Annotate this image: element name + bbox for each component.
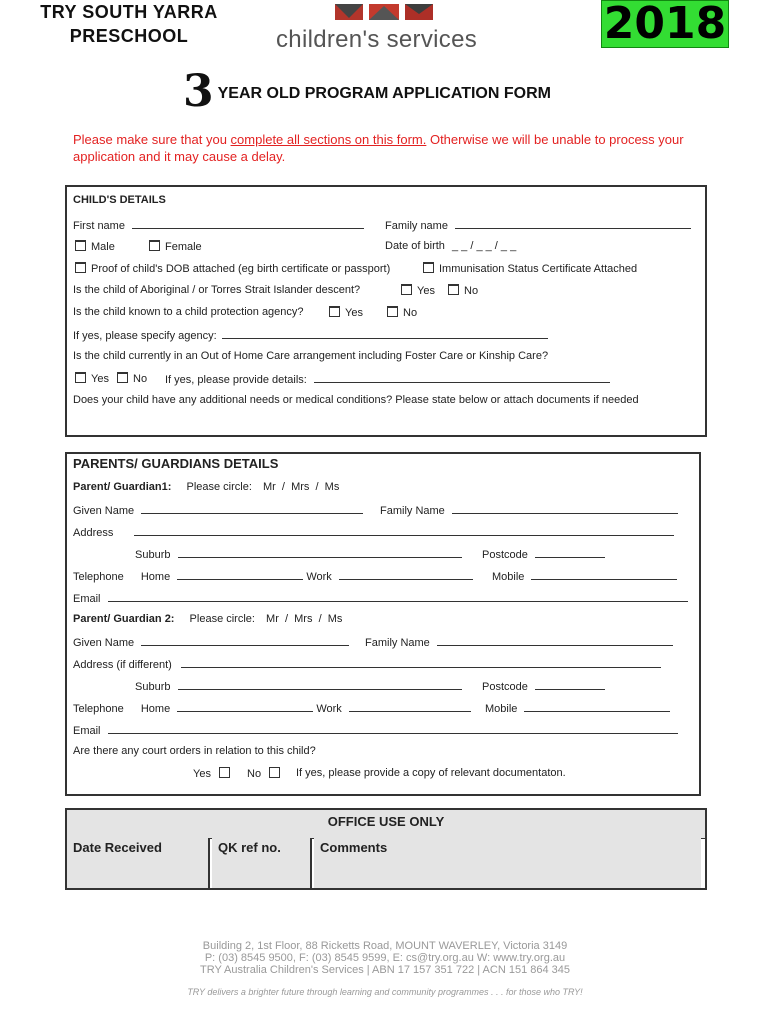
g2-work-phone-field[interactable]: [349, 701, 471, 712]
g2-telephone-row: Telephone Home Work: [73, 701, 471, 715]
g2-family-name-field[interactable]: [437, 635, 673, 646]
court-yes-checkbox[interactable]: [219, 767, 230, 778]
needs-question: Does your child have any additional needs or medical conditions? Please state below or attach documents if needed: [73, 394, 639, 406]
g1-family-name-row: Family Name: [380, 503, 678, 517]
ooh-details-field[interactable]: [314, 372, 610, 383]
ooh-yes-option[interactable]: Yes: [75, 372, 109, 385]
family-name-field[interactable]: [455, 218, 691, 229]
office-use-title: OFFICE USE ONLY: [67, 810, 705, 839]
g1-address-field[interactable]: [134, 525, 674, 536]
female-checkbox[interactable]: [149, 240, 160, 251]
court-question: Are there any court orders in relation to this child?: [73, 745, 316, 757]
agency-row: If yes, please specify agency:: [73, 328, 548, 342]
court-no-option[interactable]: No: [247, 767, 280, 780]
male-option[interactable]: Male: [75, 240, 115, 253]
g1-postcode-row: Postcode: [482, 547, 605, 561]
comments-cell[interactable]: Comments: [314, 838, 701, 888]
g1-work-phone-field[interactable]: [339, 569, 473, 580]
proof-dob-checkbox[interactable]: [75, 262, 86, 273]
male-checkbox[interactable]: [75, 240, 86, 251]
form-title: 3 YEAR OLD PROGRAM APPLICATION FORM: [183, 66, 551, 117]
g2-address-row: Address (if different): [73, 657, 661, 671]
female-option[interactable]: Female: [149, 240, 202, 253]
first-name-field[interactable]: [132, 218, 364, 229]
immunisation-checkbox[interactable]: [423, 262, 434, 273]
aboriginal-question: Is the child of Aboriginal / or Torres Strait Islander descent?: [73, 284, 361, 296]
g1-given-name-row: Given Name: [73, 503, 363, 517]
section-title: PARENTS/ GUARDIANS DETAILS: [73, 456, 279, 471]
guardian2-title-options[interactable]: Mr / Mrs / Ms: [266, 613, 343, 625]
footer-abn: TRY Australia Children's Services | ABN 17 157 351 722 | ACN 151 864 345: [199, 964, 571, 976]
g2-email-field[interactable]: [108, 723, 678, 734]
g2-family-name-row: Family Name: [365, 635, 673, 649]
logo-mark-icon: [335, 0, 435, 22]
g1-email-field[interactable]: [108, 591, 688, 602]
protection-yes-option[interactable]: Yes: [329, 306, 363, 319]
g2-given-name-row: Given Name: [73, 635, 349, 649]
ooh-question: Is the child currently in an Out of Home Care arrangement including Foster Care or Kinship Care?: [73, 350, 549, 362]
g1-address-row: Address: [73, 525, 674, 539]
proof-dob-option[interactable]: Proof of child's DOB attached (eg birth certificate or passport): [75, 262, 390, 275]
court-no-checkbox[interactable]: [269, 767, 280, 778]
g2-suburb-field[interactable]: [178, 679, 462, 690]
immunisation-option[interactable]: Immunisation Status Certificate Attached: [423, 262, 637, 275]
g1-telephone-row: Telephone Home Work: [73, 569, 473, 583]
g1-mobile-field[interactable]: [531, 569, 677, 580]
g2-given-name-field[interactable]: [141, 635, 349, 646]
footer-contact: P: (03) 8545 9500, F: (03) 8545 9599, E: cs@try.org.au W: www.try.org.au: [204, 952, 566, 964]
protection-no-option[interactable]: No: [387, 306, 417, 319]
aboriginal-no-checkbox[interactable]: [448, 284, 459, 295]
date-received-cell[interactable]: Date Received: [67, 838, 210, 888]
ooh-details-row: If yes, please provide details:: [165, 372, 610, 386]
guardian2-row: Parent/ Guardian 2: Please circle: Mr / Mrs / Ms: [73, 613, 343, 625]
protection-question: Is the child known to a child protection agency?: [73, 306, 304, 318]
footer-address: Building 2, 1st Floor, 88 Ricketts Road, MOUNT WAVERLEY, Victoria 3149: [202, 940, 568, 952]
g2-suburb-row: Suburb: [135, 679, 462, 693]
g1-family-name-field[interactable]: [452, 503, 678, 514]
section-title: CHILD'S DETAILS: [73, 194, 166, 206]
g2-postcode-field[interactable]: [535, 679, 605, 690]
parents-details-section: [65, 452, 701, 796]
guardian1-row: Parent/ Guardian1: Please circle: Mr / Mrs / Ms: [73, 481, 340, 493]
footer-tagline: TRY delivers a brighter future through learning and community programmes . . . for those who TRY!: [187, 987, 583, 997]
g1-home-phone-field[interactable]: [177, 569, 303, 580]
childs-details-section: [65, 185, 707, 437]
ooh-no-checkbox[interactable]: [117, 372, 128, 383]
g2-home-phone-field[interactable]: [177, 701, 313, 712]
g1-suburb-row: Suburb: [135, 547, 462, 561]
dob-field[interactable]: _ _ / _ _ / _ _: [451, 240, 517, 252]
ooh-no-option[interactable]: No: [117, 372, 147, 385]
g2-mobile-field[interactable]: [524, 701, 670, 712]
court-copy-note: If yes, please provide a copy of relevant documentaton.: [296, 767, 566, 779]
court-yes-option[interactable]: Yes: [193, 767, 230, 780]
aboriginal-yes-option[interactable]: Yes: [401, 284, 435, 297]
g2-address-field[interactable]: [181, 657, 661, 668]
qk-ref-cell[interactable]: QK ref no.: [212, 838, 312, 888]
g2-mobile-row: Mobile: [485, 701, 670, 715]
school-name: TRY SOUTH YARRA PRESCHOOL: [40, 2, 218, 46]
first-name-row: First name: [73, 218, 364, 232]
g1-mobile-row: Mobile: [492, 569, 677, 583]
protection-yes-checkbox[interactable]: [329, 306, 340, 317]
year-badge: 2018: [601, 0, 729, 48]
aboriginal-no-option[interactable]: No: [448, 284, 478, 297]
g2-email-row: Email: [73, 723, 678, 737]
agency-field[interactable]: [222, 328, 548, 339]
aboriginal-yes-checkbox[interactable]: [401, 284, 412, 295]
g1-suburb-field[interactable]: [178, 547, 462, 558]
dob-row[interactable]: Date of birth _ _ / _ _ / _ _: [385, 240, 517, 252]
g1-postcode-field[interactable]: [535, 547, 605, 558]
protection-no-checkbox[interactable]: [387, 306, 398, 317]
g2-postcode-row: Postcode: [482, 679, 605, 693]
logo-text: children's services: [276, 26, 478, 53]
family-name-row: Family name: [385, 218, 691, 232]
ooh-yes-checkbox[interactable]: [75, 372, 86, 383]
guardian1-title-options[interactable]: Mr / Mrs / Ms: [262, 481, 340, 493]
g1-email-row: Email: [73, 591, 688, 605]
office-use-section: [65, 808, 707, 890]
g1-given-name-field[interactable]: [141, 503, 363, 514]
notice-text: Please make sure that you complete all sections on this form. Otherwise we will be unable to process your application and it may cause a delay.: [73, 132, 684, 164]
